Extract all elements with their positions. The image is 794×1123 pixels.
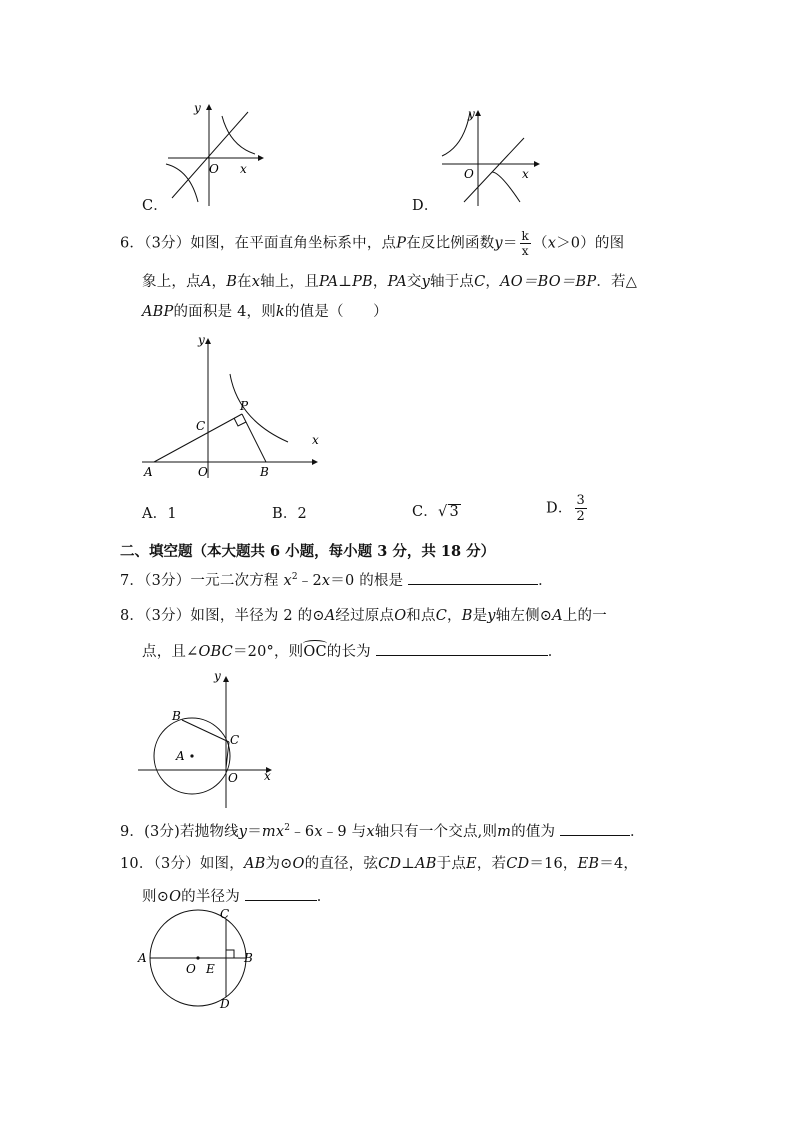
answer-blank-q7[interactable] — [408, 570, 538, 585]
option-d-label: D． — [412, 198, 439, 214]
origin-label: O — [228, 771, 238, 785]
x-axis-label: x — [240, 162, 247, 176]
y-axis-label: y — [468, 107, 475, 121]
point-a-label: A — [144, 465, 153, 479]
q6-option-b[interactable]: B．2 — [272, 506, 307, 522]
y-axis-label: y — [214, 669, 221, 683]
point-b-label: B — [260, 465, 269, 479]
answer-blank-q9[interactable] — [560, 821, 630, 836]
answer-blank-q8[interactable] — [376, 641, 548, 656]
arc-oc: OC — [303, 644, 327, 660]
point-c-label: C — [220, 907, 230, 921]
x-axis-label: x — [264, 769, 271, 783]
point-b-label: B — [172, 709, 181, 723]
q6-option-c[interactable]: C．√ 3 — [412, 504, 459, 520]
question-8-line-2: 点，且∠OBC＝20°，则OC的长为 ． — [142, 640, 562, 661]
center-o-label: O — [186, 962, 196, 976]
q6-option-a[interactable]: A．1 — [142, 506, 177, 522]
figure-question-8 — [138, 668, 278, 810]
section-title-fill-in: 二、填空题（本大题共 6 小题，每小题 3 分，共 18 分） — [120, 543, 496, 560]
origin-label: O — [198, 465, 208, 479]
point-e-label: E — [206, 962, 215, 976]
figure-option-d — [436, 106, 546, 210]
point-c-label: C — [230, 733, 240, 747]
y-axis-label: y — [198, 333, 205, 347]
point-a-label: A — [138, 951, 147, 965]
question-6-line-2: 象上，点A，B在x轴上，且PA⊥PB，PA交y轴于点C，AO＝BO＝BP．若△ — [142, 274, 638, 290]
figure-option-c — [160, 98, 270, 210]
x-axis-label: x — [522, 167, 529, 181]
figure-question-6 — [138, 330, 328, 480]
point-p-label: P — [240, 399, 249, 413]
question-10-line-2: 则⊙O的半径为 ． — [142, 885, 331, 906]
option-c-label: C． — [142, 198, 168, 214]
fraction-k-over-x: $\frac{k}{x}$ — [521, 229, 529, 258]
question-10-line-1: 10．（3分）如图，AB为⊙O的直径，弦CD⊥AB于点E，若CD＝16，EB＝4， — [120, 856, 639, 872]
q6-option-d[interactable]: D． $\frac{3}{2}$ — [546, 493, 586, 524]
point-d-label: D — [220, 997, 230, 1011]
x-axis-label: x — [312, 433, 319, 447]
question-6-line-1: 6．（3分）如图，在平面直角坐标系中，点P在反比例函数y＝ $\frac{k}{x}$ （x＞0）的图 — [120, 229, 625, 258]
question-9: 9．(3分)若抛物线$y=mx^2﹣6x﹣9$ 与x轴只有一个交点,则m的值为 ． — [120, 820, 645, 841]
origin-label: O — [209, 162, 219, 176]
question-8-line-1: 8．（3分）如图，半径为 2 的⊙A经过原点O和点C，B是y轴左侧⊙A上的一 — [120, 608, 607, 624]
center-a-label: A — [176, 749, 185, 763]
origin-label: O — [464, 167, 474, 181]
question-7: 7．（3分）一元二次方程 $x^2﹣2x=0$ 的根是 ． — [120, 569, 553, 590]
question-6-line-3: ABP的面积是 4，则k的值是（ ） — [142, 304, 388, 320]
point-c-label: C — [196, 419, 206, 433]
point-b-label: B — [244, 951, 253, 965]
figure-question-10 — [134, 904, 264, 1012]
y-axis-label: y — [194, 101, 201, 115]
answer-blank-q10[interactable] — [245, 886, 317, 901]
